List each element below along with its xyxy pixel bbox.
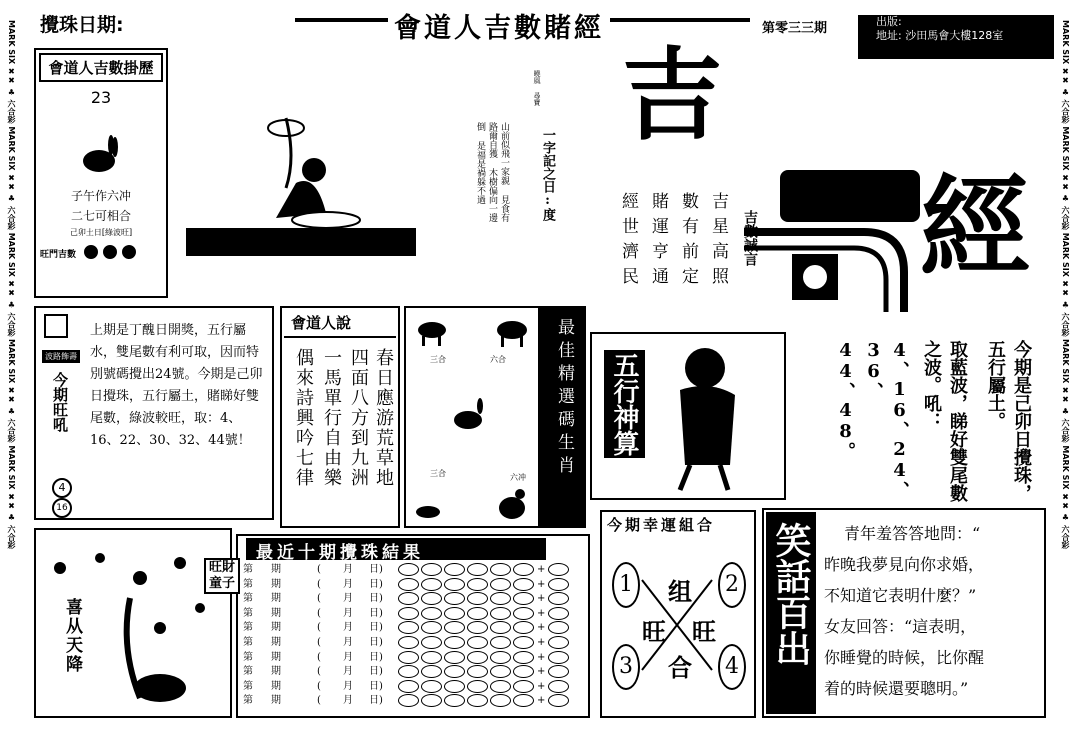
ball-slot xyxy=(421,621,442,634)
result-row-label: 期 xyxy=(271,636,281,648)
special-ball-slot xyxy=(548,578,569,591)
ball-slot xyxy=(467,651,488,664)
joke-line-6: 着的時候還要聰明。” xyxy=(824,679,969,698)
ball-slot xyxy=(467,607,488,620)
wave-badge: 波路飾壽 xyxy=(42,350,80,363)
ball-slot xyxy=(444,651,465,664)
says-title-rule xyxy=(284,336,396,338)
result-row-label: 日) xyxy=(369,666,383,678)
rabbit-icon-2 xyxy=(448,398,492,432)
lucky-boy-label: 旺財童子 xyxy=(204,558,240,594)
rabbit-icon xyxy=(71,129,131,179)
result-row xyxy=(240,636,573,651)
history-day: 23 xyxy=(90,88,112,107)
ball-slot xyxy=(421,680,442,693)
result-row-label: 期 xyxy=(271,695,281,707)
blessing-text: 喜从天降 xyxy=(62,598,82,674)
result-row-label: 月 xyxy=(343,666,353,678)
ball-slot xyxy=(490,651,511,664)
ball-slot xyxy=(513,651,534,664)
ball-slot xyxy=(421,651,442,664)
result-row-label: 日) xyxy=(369,636,383,648)
result-row-label: 第 xyxy=(243,666,253,678)
ball-slot xyxy=(444,621,465,634)
stamp-logo xyxy=(790,252,840,310)
result-row-label: 第 xyxy=(243,564,253,575)
result-ovals: + xyxy=(394,651,573,666)
result-row-label: 期 xyxy=(271,578,281,590)
ball-slot xyxy=(513,636,534,649)
ball-slot xyxy=(444,636,465,649)
special-ball-slot xyxy=(548,665,569,678)
luck-number-3: 3 xyxy=(612,644,640,690)
result-row-label: 月 xyxy=(343,578,353,590)
special-ball-slot xyxy=(548,636,569,649)
special-ball-slot xyxy=(548,607,569,620)
history-line-1: 子午作六冲 xyxy=(70,189,131,203)
right-side-strip: MARK SIX ✖✖ ♣ 六合彩 MARK SIX ✖✖ ♣ 六合彩 MARK SIX ✖✖ ♣ 六合彩 MARK SIX ✖✖ ♣ 六合彩 MARK SIX ✖✖ ♣ 六合彩 xyxy=(1061,20,1070,549)
ball-slot xyxy=(490,694,511,707)
issue-number: 第零三三期 xyxy=(762,21,828,36)
result-row-label: 月 xyxy=(343,695,353,707)
special-ball-slot xyxy=(548,621,569,634)
wuxing-title: 五行神算 xyxy=(604,350,645,458)
auspicious-line-3: 賭運亨通 xyxy=(648,192,668,292)
ball-slot xyxy=(467,578,488,591)
says-line-2: 四面八方到九洲 xyxy=(348,348,369,488)
ball-slot xyxy=(490,592,511,605)
ball-slot xyxy=(444,563,465,576)
history-line-2: 二七可相合 xyxy=(70,209,131,223)
result-row-label: ( xyxy=(317,651,321,663)
ball-slot xyxy=(467,665,488,678)
poem-verse: 山前似飛一家親 見食有路爾自獲 木樹偏向一邊倒 是福是禍躲不過 xyxy=(475,122,509,222)
result-ovals: + xyxy=(394,694,573,709)
ball-slot xyxy=(444,607,465,620)
ball-slot xyxy=(421,665,442,678)
girl-illustration xyxy=(186,108,416,256)
auspicious-line-2: 數有前定 xyxy=(678,192,698,292)
luck-title: 今期幸運組合 xyxy=(607,516,716,534)
result-ovals: + xyxy=(394,592,573,607)
result-row-label: ( xyxy=(317,695,321,707)
result-row xyxy=(240,680,573,695)
luck-number-4: 4 xyxy=(718,644,746,690)
luck-number-2: 2 xyxy=(718,562,746,608)
result-row xyxy=(240,592,573,607)
special-ball-slot xyxy=(548,651,569,664)
masthead-title: 會道人吉數賭經 xyxy=(388,6,610,45)
ball-slot xyxy=(467,636,488,649)
result-row-label: 月 xyxy=(343,564,353,575)
ball-slot xyxy=(467,680,488,693)
ball-slot xyxy=(398,563,419,576)
ball-slot xyxy=(444,665,465,678)
ball-slot xyxy=(444,680,465,693)
result-row-label: 日) xyxy=(369,578,383,590)
luck-word-2: 旺 xyxy=(642,617,666,646)
zodiac-label-2: 六合 xyxy=(490,355,506,364)
says-line-1: 春日應游荒草地 xyxy=(373,348,394,488)
ball-slot xyxy=(421,607,442,620)
luck-number-1: 1 xyxy=(612,562,640,608)
result-row-label: ( xyxy=(317,607,321,619)
ball-slot xyxy=(398,694,419,707)
joke-line-1: 青年羞答答地問：“ xyxy=(844,524,981,543)
result-row-label: 期 xyxy=(271,622,281,634)
result-row xyxy=(240,694,573,709)
forecast-line-4: 44、48。 xyxy=(835,340,856,460)
history-title: 會道人吉數掛歷 xyxy=(39,53,163,82)
boy-illustration xyxy=(660,340,770,496)
big-char-jing: 經 xyxy=(920,163,1030,292)
wave-text: 上期是丁醜日開獎，五行屬水，雙尾數有利可取，因而特別號碼攪出24號。今期是己卯日攪珠，五行屬土，賭睇好雙尾數，綠波較旺，取：4、16、22、30、32、44號！ xyxy=(90,323,263,448)
ball-slot xyxy=(513,694,534,707)
result-row-label: 日) xyxy=(369,622,383,634)
ball-slot xyxy=(421,563,442,576)
result-row-label: 月 xyxy=(343,593,353,605)
ball-slot xyxy=(421,578,442,591)
says-title: 會道人說 xyxy=(291,314,352,332)
ball-slot xyxy=(398,651,419,664)
joke-text xyxy=(824,518,1040,704)
luck-word-4: 合 xyxy=(668,653,692,682)
lucky-label: 旺門吉數 xyxy=(40,250,77,260)
result-row-label: ( xyxy=(317,622,321,634)
result-row-label: 第 xyxy=(243,607,253,619)
ball-slot xyxy=(398,680,419,693)
ball-slot xyxy=(490,665,511,678)
ball-slot xyxy=(513,680,534,693)
publisher-line: 出版: xyxy=(876,15,902,28)
history-box xyxy=(34,48,168,298)
result-row-label: ( xyxy=(317,593,321,605)
result-row-label: ( xyxy=(317,680,321,692)
result-row-label: ( xyxy=(317,666,321,678)
ball-slot xyxy=(513,665,534,678)
result-row xyxy=(240,621,573,636)
wave-number-2: 16 xyxy=(52,498,72,518)
result-row-label: 期 xyxy=(271,593,281,605)
ball-slot xyxy=(490,636,511,649)
zodiac-label-4: 六冲 xyxy=(510,473,526,482)
ball-slot xyxy=(467,592,488,605)
special-ball-slot xyxy=(548,592,569,605)
says-line-4: 偶來詩興吟七律 xyxy=(293,348,314,488)
forecast-line-2: 取藍波，睇好雙尾數之波。吼： xyxy=(921,340,968,502)
joke-line-3: 不知道它表明什麼？” xyxy=(824,586,977,605)
result-row-label: ( xyxy=(317,564,321,575)
result-row-label: 日) xyxy=(369,593,383,605)
result-ovals: + xyxy=(394,636,573,651)
result-row-label: 日) xyxy=(369,564,383,575)
joke-line-4: 女友回答：“這表明， xyxy=(824,617,977,636)
result-row-label: 日) xyxy=(369,695,383,707)
result-ovals: + xyxy=(394,680,573,695)
result-row-label: 期 xyxy=(271,607,281,619)
result-row-label: 第 xyxy=(243,593,253,605)
draw-date-label: 攪珠日期: xyxy=(40,14,124,36)
ball-slot xyxy=(421,592,442,605)
ball-slot xyxy=(490,578,511,591)
result-row-label: ( xyxy=(317,578,321,590)
poem-signature: 曉風 尋寶 xyxy=(533,70,541,106)
joke-line-5: 你睡覺的時候，比你醒 xyxy=(824,648,985,667)
address-line: 地址: 沙田馬會大樓128室 xyxy=(876,29,1004,42)
result-row xyxy=(240,578,573,593)
result-row-label: 月 xyxy=(343,622,353,634)
ball-slot xyxy=(467,621,488,634)
ball-slot xyxy=(513,578,534,591)
rooster-icon xyxy=(492,484,532,526)
special-ball-slot xyxy=(548,680,569,693)
result-row xyxy=(240,607,573,622)
special-ball-slot xyxy=(548,694,569,707)
result-row xyxy=(240,563,573,578)
left-side-strip: MARK SIX ✖✖ ♣ 六合彩 MARK SIX ✖✖ ♣ 六合彩 MARK SIX ✖✖ ♣ 六合彩 MARK SIX ✖✖ ♣ 六合彩 MARK SIX ✖✖ ♣ 六合彩 xyxy=(7,20,16,549)
result-ovals: + xyxy=(394,578,573,593)
ball-slot xyxy=(444,694,465,707)
result-row-label: 第 xyxy=(243,695,253,707)
result-row-label: 期 xyxy=(271,564,281,575)
auspicious-side: 吉數誠言 xyxy=(742,210,758,266)
result-row-label: 日) xyxy=(369,607,383,619)
ball-slot xyxy=(398,592,419,605)
result-row-label: 月 xyxy=(343,680,353,692)
result-row-label: 期 xyxy=(271,651,281,663)
result-row-label: 第 xyxy=(243,651,253,663)
ball-slot xyxy=(421,636,442,649)
result-row-label: 第 xyxy=(243,622,253,634)
big-char-ji: 吉 xyxy=(622,36,722,154)
ball-slot xyxy=(444,592,465,605)
forecast-line-3: 4、16、24、36、 xyxy=(863,340,910,499)
result-row-label: 第 xyxy=(243,636,253,648)
forecast-line-1: 今期是己卯日攪珠，五行屬土。 xyxy=(985,340,1032,502)
result-row-label: 期 xyxy=(271,680,281,692)
ball-slot xyxy=(398,578,419,591)
result-row xyxy=(240,665,573,680)
result-row-label: 第 xyxy=(243,680,253,692)
ball-slot xyxy=(398,636,419,649)
result-row-label: 月 xyxy=(343,607,353,619)
ball-slot xyxy=(421,694,442,707)
history-line-3: 己卯土日[綠波旺] xyxy=(69,228,133,237)
luck-word-1: 组 xyxy=(668,577,692,606)
results-rows xyxy=(240,563,573,709)
ball-slot xyxy=(398,607,419,620)
auspicious-line-1: 吉星高照 xyxy=(708,192,728,292)
ball-slot xyxy=(467,694,488,707)
ball-slot xyxy=(490,621,511,634)
wave-number-1: 4 xyxy=(52,478,72,498)
result-ovals: + xyxy=(394,665,573,680)
result-row-label: 月 xyxy=(343,636,353,648)
ball-slot xyxy=(513,607,534,620)
ball-slot xyxy=(490,563,511,576)
dog-icon xyxy=(410,498,446,524)
result-row-label: 日) xyxy=(369,680,383,692)
zodiac-label-3: 三合 xyxy=(430,469,446,478)
goat-icon xyxy=(412,314,452,348)
ball-slot xyxy=(467,563,488,576)
result-row-label: ( xyxy=(317,636,321,648)
ball-slot xyxy=(490,680,511,693)
ball-slot xyxy=(444,578,465,591)
result-ovals: + xyxy=(394,607,573,622)
results-title: 最近十期攪珠結果 xyxy=(256,543,424,563)
result-ovals: + xyxy=(394,563,573,578)
ball-slot xyxy=(490,607,511,620)
lucky-number-dots xyxy=(84,244,136,263)
zodiac-label-1: 三合 xyxy=(430,355,446,364)
ball-slot xyxy=(398,665,419,678)
ball-slot xyxy=(398,621,419,634)
luck-word-3: 旺 xyxy=(692,617,716,646)
ball-slot xyxy=(513,563,534,576)
horse-icon xyxy=(492,312,532,348)
poem-title: 一字記之日:度 xyxy=(540,128,555,221)
special-ball-slot xyxy=(548,563,569,576)
wave-label: 今期旺吼 xyxy=(51,372,69,432)
results-table xyxy=(240,563,573,709)
joke-line-2: 昨晚我夢見向你求婚， xyxy=(824,555,985,574)
result-row-label: 月 xyxy=(343,651,353,663)
joke-title: 笑話百出 xyxy=(770,522,812,666)
ball-slot xyxy=(513,592,534,605)
result-row xyxy=(240,651,573,666)
ball-slot xyxy=(513,621,534,634)
result-row-label: 期 xyxy=(271,666,281,678)
says-line-3: 一馬單行自由樂 xyxy=(321,348,342,488)
result-row-label: 第 xyxy=(243,578,253,590)
result-row-label: 日) xyxy=(369,651,383,663)
best-picks: 最佳精選碼生肖 xyxy=(554,318,574,479)
wave-icon xyxy=(44,314,68,338)
auspicious-line-4: 經世濟民 xyxy=(618,192,638,292)
result-ovals: + xyxy=(394,621,573,636)
